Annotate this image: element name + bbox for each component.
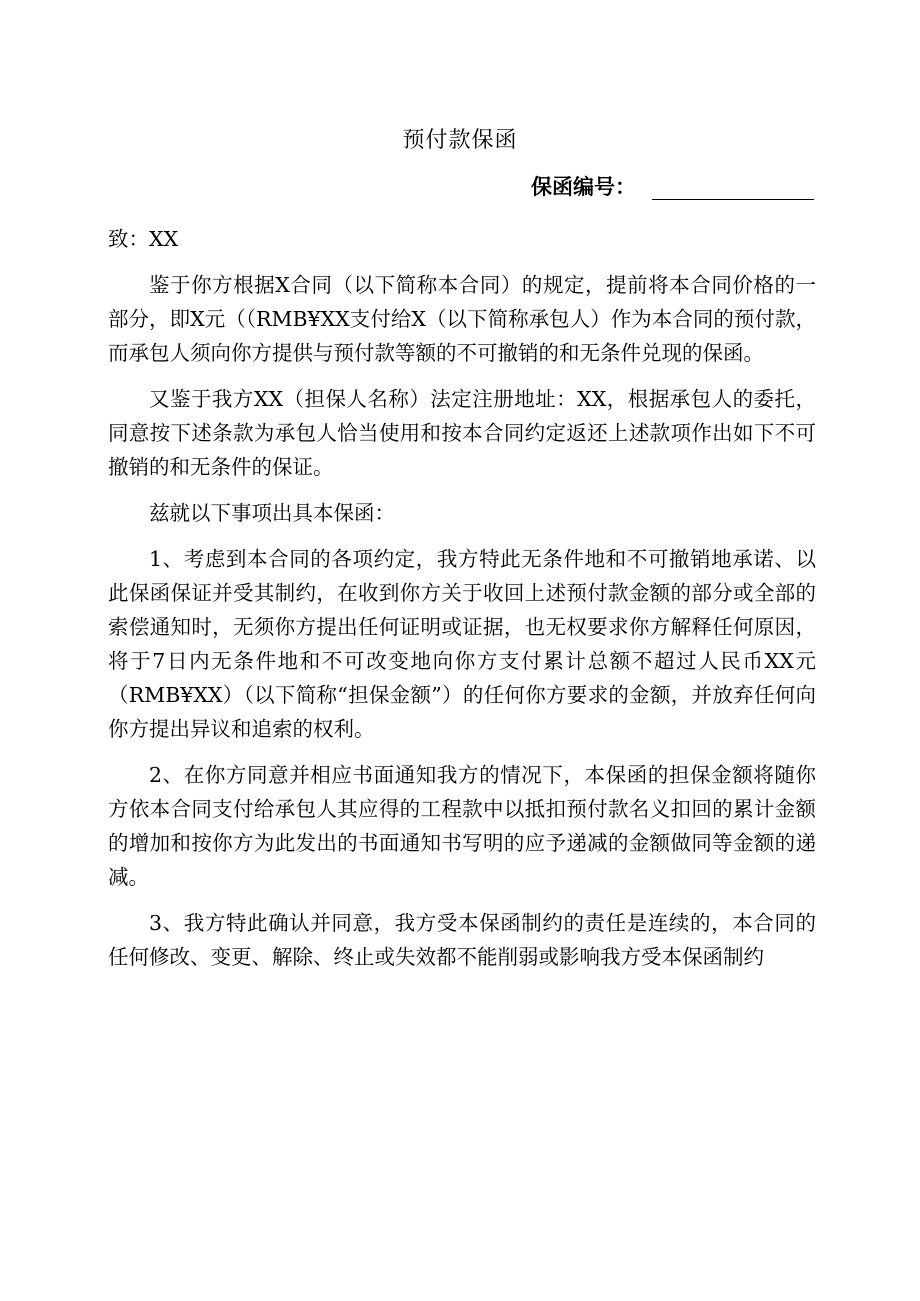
paragraph-intro: 兹就以下事项出具本保函： bbox=[149, 501, 395, 525]
document-body bbox=[108, 222, 816, 986]
paragraph-clause-2: 2、在你方同意并相应书面通知我方的情况下，本保函的担保金额将随你方依本合同支付给承包人其应得的工程款中以抵扣预付款名义扣回的累计金额的增加和按你方为此发出的书面通知书写明的应予递减的金额做同等金额的递减。 bbox=[108, 763, 816, 889]
paragraph-recital-1: 鉴于你方根据X合同（以下简称本合同）的规定，提前将本合同价格的一部分，即X元（（RMB¥XX支付给X（以下简称承包人）作为本合同的预付款，而承包人须向你方提供与预付款等额的不可撤销的和无条件兑现的保函。 bbox=[108, 273, 816, 365]
paragraph-clause-1: 1、考虑到本合同的各项约定，我方特此无条件地和不可撤销地承诺、以此保函保证并受其制约，在收到你方关于收回上述预付款金额的部分或全部的索偿通知时，无须你方提出任何证明或证据，也无权要求你方解释任何原因，将于7日内无条件地和不可改变地向你方支付累计总额不超过人民币XX元（RMB¥XX）（以下简称“担保金额”）的任何你方要求的金额，并放弃任何向你方提出异议和追索的权利。 bbox=[108, 547, 816, 741]
guarantee-number-blank bbox=[652, 175, 814, 200]
guarantee-number-label: 保函编号： bbox=[531, 175, 636, 199]
addressee: 致：XX bbox=[108, 227, 179, 251]
document-title: 预付款保函 bbox=[402, 128, 518, 153]
paragraph-recital-2: 又鉴于我方XX（担保人名称）法定注册地址：XX，根据承包人的委托，同意按下述条款为承包人恰当使用和按本合同约定返还上述款项作出如下不可撤销的和无条件的保证。 bbox=[108, 387, 816, 479]
paragraph-clause-3: 3、我方特此确认并同意，我方受本保函制约的责任是连续的，本合同的任何修改、变更、解除、终止或失效都不能削弱或影响我方受本保函制约 bbox=[108, 911, 816, 969]
guarantee-number-row bbox=[531, 172, 814, 202]
